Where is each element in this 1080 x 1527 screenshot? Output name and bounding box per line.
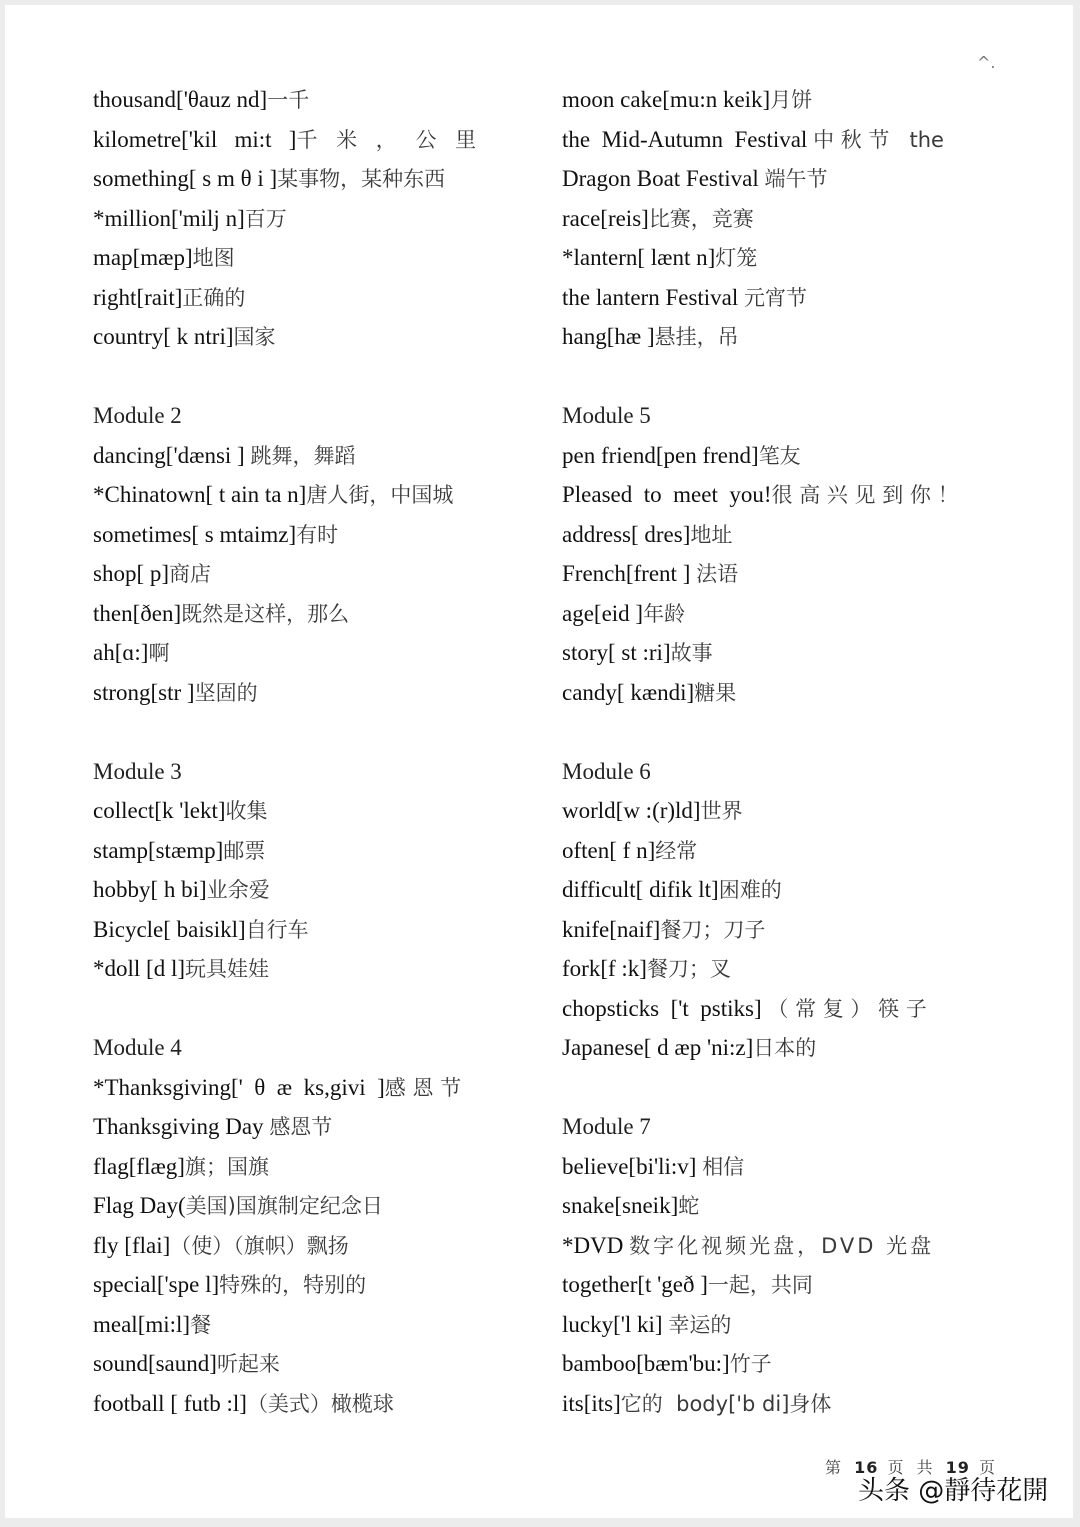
- vocab-meaning: 特殊的，特别的: [219, 1273, 367, 1297]
- page-number-prefix: 第: [825, 1458, 846, 1477]
- vocab-entry: [93, 1305, 521, 1345]
- vocab-meaning: 它的 body['b di]身体: [620, 1391, 832, 1416]
- vocab-meaning: （ 常 复 ） 筷 子: [767, 996, 927, 1021]
- vocab-word: collect[k 'lekt]: [93, 798, 226, 823]
- vocab-word: difficult[ difik lt]: [562, 877, 719, 902]
- vocab-word: chopsticks ['t pstiks]: [562, 995, 768, 1021]
- vocab-meaning: 年龄: [643, 601, 686, 626]
- vocab-word: country[ k ntri]: [93, 324, 234, 349]
- vocab-word: *Thanksgiving[' θ æ ks,givi ]: [93, 1074, 385, 1100]
- vocab-meaning: 餐刀；叉: [646, 957, 731, 981]
- vocab-entry: [93, 594, 521, 634]
- vocab-meaning: 蛇: [678, 1194, 700, 1218]
- vocab-meaning: 啊: [148, 641, 170, 665]
- vocab-meaning: 跳舞，舞蹈: [250, 443, 356, 468]
- vocab-meaning: 美国)国旗制定纪念日: [185, 1194, 383, 1218]
- vocab-meaning: 听起来: [216, 1352, 280, 1376]
- vocab-word: French[frent ]: [562, 561, 697, 586]
- vocab-entry: [93, 633, 521, 673]
- vocab-word: sound[saund]: [93, 1351, 217, 1376]
- vocab-word: fork[f :k]: [562, 956, 647, 981]
- vocab-meaning: 地址: [690, 522, 733, 547]
- vocab-word: knife[naif]: [562, 916, 661, 942]
- vocab-entry: [562, 633, 990, 673]
- vocab-entry: [562, 1384, 990, 1424]
- vocab-meaning: 法语: [696, 562, 739, 586]
- vocab-word: stamp[stæmp]: [93, 837, 224, 863]
- vocab-word: the Mid-Autumn Festival: [562, 126, 814, 152]
- vocab-word: Thanksgiving Day: [93, 1114, 270, 1139]
- vocab-meaning: 业余爱: [206, 878, 270, 902]
- module-5-section: [562, 396, 990, 712]
- module-4-section: [93, 1028, 521, 1423]
- vocab-word: Japanese[ d æp 'ni:z]: [562, 1035, 754, 1060]
- vocab-meaning: 千 米 ， 公 里: [296, 127, 483, 152]
- vocab-word: *million['milj n]: [93, 205, 245, 231]
- vocab-meaning: 一起，共同: [707, 1273, 813, 1297]
- vocab-word: its[its]: [562, 1390, 621, 1416]
- vocab-entry: [562, 1147, 990, 1187]
- vocab-entry: [562, 949, 990, 989]
- vocab-word: map[mæp]: [93, 245, 193, 270]
- vocab-meaning: 幸运的: [668, 1312, 732, 1337]
- vocab-entry: [93, 1226, 521, 1266]
- right-column: [562, 80, 990, 1423]
- vocab-meaning: 自行车: [245, 917, 309, 942]
- vocab-entry: [562, 1265, 990, 1305]
- left-column: [93, 80, 521, 1423]
- vocab-entry: [93, 673, 521, 713]
- vocab-entry: [562, 831, 990, 871]
- vocab-entry: [562, 80, 990, 120]
- vocab-entry: [562, 594, 990, 634]
- vocab-entry: [562, 1344, 990, 1384]
- vocab-entry: [93, 870, 521, 910]
- vocab-meaning: 有时: [296, 522, 339, 547]
- vocab-meaning: 月饼: [770, 88, 813, 112]
- watermark: 头条 @靜待花開: [858, 1476, 1049, 1506]
- vocab-entry: [562, 515, 990, 555]
- vocab-meaning: 经常: [655, 838, 698, 863]
- vocab-meaning: 灯笼: [715, 246, 758, 270]
- spacer: [93, 712, 521, 752]
- vocab-entry: [93, 910, 521, 950]
- vocab-entry: [93, 1068, 521, 1108]
- vocab-word: the lantern Festival: [562, 284, 745, 310]
- intro-vocab-list: [93, 80, 521, 357]
- vocab-meaning: 玩具娃娃: [185, 957, 269, 981]
- vocab-word: believe[bi'li:v]: [562, 1153, 703, 1179]
- vocab-word: together[t 'geð ]: [562, 1272, 708, 1297]
- vocab-meaning: 数字化视频光盘，DVD 光盘: [629, 1233, 935, 1258]
- vocab-meaning: 旗；国旗: [184, 1154, 269, 1179]
- vocab-meaning: 世界: [700, 799, 743, 823]
- vocab-word: football [ futb :l]: [93, 1390, 247, 1416]
- vocab-entry: [93, 515, 521, 555]
- vocab-entry: [93, 1265, 521, 1305]
- vocab-word: *lantern[ lænt n]: [562, 245, 716, 270]
- vocab-entry: [93, 475, 521, 515]
- vocab-entry: [93, 436, 521, 476]
- vocab-entry: [562, 436, 990, 476]
- vocab-entry: [93, 238, 521, 278]
- vocab-meaning: 元宵节: [744, 285, 808, 310]
- total-pages: 19: [945, 1458, 970, 1477]
- festival-vocab-list: [562, 80, 990, 357]
- vocab-word: *Chinatown[ t ain ta n]: [93, 482, 307, 507]
- vocab-entry: [93, 1107, 521, 1147]
- vocab-meaning: 端午节: [764, 167, 828, 191]
- vocab-meaning: 困难的: [718, 878, 782, 902]
- current-page: 16: [854, 1458, 879, 1477]
- vocab-word: ah[ɑ:]: [93, 640, 149, 665]
- vocab-word: story[ st :ri]: [562, 640, 671, 665]
- vocab-word: Pleased to meet you!: [562, 482, 772, 507]
- vocab-entry: [562, 317, 990, 357]
- vocab-entry: [93, 120, 521, 160]
- vocab-meaning: （使）（旗帜）飘扬: [170, 1233, 349, 1258]
- vocab-entry: [562, 1028, 990, 1068]
- vocab-meaning: 一千: [267, 88, 310, 112]
- vocab-meaning: 国家: [233, 325, 276, 349]
- vocab-entry: [562, 238, 990, 278]
- page-number-suffix: 页: [979, 1458, 1000, 1477]
- vocab-word: race[reis]: [562, 205, 649, 231]
- vocab-entry: [93, 791, 521, 831]
- vocab-word: right[rait]: [93, 284, 183, 310]
- vocab-entry: [93, 278, 521, 318]
- vocab-meaning: 相信: [702, 1154, 745, 1179]
- vocab-word: dancing['dænsi ]: [93, 442, 251, 468]
- vocab-entry: [562, 199, 990, 239]
- vocab-word: then[ðen]: [93, 600, 182, 626]
- vocab-entry: [562, 159, 990, 199]
- vocab-entry: [93, 949, 521, 989]
- vocab-word: age[eid ]: [562, 600, 644, 626]
- vocab-word: pen friend[pen frend]: [562, 442, 759, 468]
- module-6-section: [562, 752, 990, 1068]
- vocab-word: hang[hæ ]: [562, 324, 655, 349]
- vocab-meaning: 中 秋 节 the: [813, 127, 944, 152]
- document-page: [5, 5, 1073, 1518]
- vocab-word: world[w :(r)ld]: [562, 798, 701, 823]
- spacer: [562, 1068, 990, 1108]
- vocab-entry: [93, 1384, 521, 1424]
- module-7-section: [562, 1107, 990, 1423]
- vocab-entry: [562, 989, 990, 1029]
- vocab-word: lucky['l ki]: [562, 1311, 669, 1337]
- module-2-section: [93, 396, 521, 712]
- vocab-meaning: 餐: [190, 1312, 212, 1337]
- vocab-meaning: 笔友: [758, 443, 801, 468]
- vocab-entry: [93, 1344, 521, 1384]
- module-heading: Module 6: [562, 758, 651, 784]
- page-number-middle: 页 共: [887, 1458, 937, 1477]
- vocab-entry: [562, 475, 990, 515]
- vocab-meaning: 餐刀；刀子: [660, 917, 766, 942]
- vocab-entry: [93, 317, 521, 357]
- vocab-meaning: （美式）橄榄球: [246, 1391, 394, 1416]
- vocab-meaning: 坚固的: [194, 680, 258, 705]
- vocab-entry: [562, 554, 990, 594]
- vocab-word: special['spe l]: [93, 1272, 220, 1297]
- spacer: [562, 712, 990, 752]
- vocab-meaning: 日本的: [753, 1036, 817, 1060]
- vocab-meaning: 正确的: [182, 285, 246, 310]
- vocab-word: bamboo[bæm'bu:]: [562, 1351, 730, 1376]
- vocab-meaning: 某事物，某种东西: [277, 167, 446, 191]
- vocab-entry: [93, 554, 521, 594]
- module-heading: Module 7: [562, 1114, 651, 1139]
- vocab-word: Flag Day(: [93, 1193, 186, 1218]
- vocab-meaning: 感 恩 节: [384, 1075, 462, 1100]
- module-heading: Module 4: [93, 1035, 182, 1060]
- vocab-meaning: 比赛，竞赛: [648, 206, 754, 231]
- vocab-word: hobby[ h bi]: [93, 877, 207, 902]
- vocab-entry: [93, 80, 521, 120]
- vocab-word: sometimes[ s mtaimz]: [93, 521, 297, 547]
- vocab-entry: [562, 791, 990, 831]
- vocab-word: Dragon Boat Festival: [562, 166, 765, 191]
- vocab-word: fly [flai]: [93, 1232, 171, 1258]
- vocab-entry: [93, 1186, 521, 1226]
- vocab-word: address[ dres]: [562, 521, 691, 547]
- vocab-word: something[ s m θ i ]: [93, 166, 278, 191]
- vocab-meaning: 收集: [225, 799, 268, 823]
- vocab-entry: [93, 159, 521, 199]
- spacer: [93, 357, 521, 397]
- vocab-word: thousand['θauz nd]: [93, 87, 268, 112]
- vocab-word: *doll [d l]: [93, 956, 185, 981]
- vocab-entry: [562, 910, 990, 950]
- vocab-word: moon cake[mu:n keik]: [562, 87, 771, 112]
- vocab-word: strong[str ]: [93, 679, 195, 705]
- vocab-entry: [562, 1226, 990, 1266]
- vocab-word: snake[sneik]: [562, 1193, 679, 1218]
- spacer: [93, 989, 521, 1029]
- vocab-word: often[ f n]: [562, 837, 656, 863]
- vocab-entry: [562, 870, 990, 910]
- vocab-entry: [562, 1186, 990, 1226]
- vocab-word: shop[ p]: [93, 561, 170, 586]
- module-heading: Module 3: [93, 758, 182, 784]
- vocab-meaning: 唐人街，中国城: [306, 483, 454, 507]
- vocab-word: kilometre['kil mi:t ]: [93, 126, 297, 152]
- module-3-section: [93, 752, 521, 989]
- vocab-word: *DVD: [562, 1232, 630, 1258]
- vocab-meaning: 感恩节: [269, 1115, 333, 1139]
- vocab-entry: [93, 831, 521, 871]
- vocab-word: Bicycle[ baisikl]: [93, 916, 246, 942]
- module-heading: Module 2: [93, 403, 182, 428]
- vocab-entry: [562, 673, 990, 713]
- vocab-meaning: 商店: [169, 562, 212, 586]
- vocab-meaning: 既然是这样，那么: [181, 601, 350, 626]
- spacer: [562, 357, 990, 397]
- corner-mark: ^.: [977, 53, 996, 72]
- vocab-word: flag[flæg]: [93, 1153, 185, 1179]
- vocab-meaning: 悬挂，吊: [654, 325, 739, 349]
- vocab-word: candy[ kændi]: [562, 679, 695, 705]
- vocab-entry: [562, 120, 990, 160]
- vocab-meaning: 故事: [670, 641, 713, 665]
- vocab-entry: [93, 199, 521, 239]
- vocab-entry: [562, 278, 990, 318]
- vocab-meaning: 很 高 兴 见 到 你 ！: [771, 483, 959, 507]
- vocab-meaning: 竹子: [729, 1352, 772, 1376]
- vocab-entry: [562, 1305, 990, 1345]
- vocab-word: meal[mi:l]: [93, 1311, 191, 1337]
- vocab-meaning: 地图: [192, 246, 235, 270]
- module-heading: Module 5: [562, 403, 651, 428]
- vocab-meaning: 百万: [244, 206, 287, 231]
- vocab-entry: [93, 1147, 521, 1187]
- vocab-meaning: 糖果: [694, 680, 737, 705]
- vocab-meaning: 邮票: [223, 838, 266, 863]
